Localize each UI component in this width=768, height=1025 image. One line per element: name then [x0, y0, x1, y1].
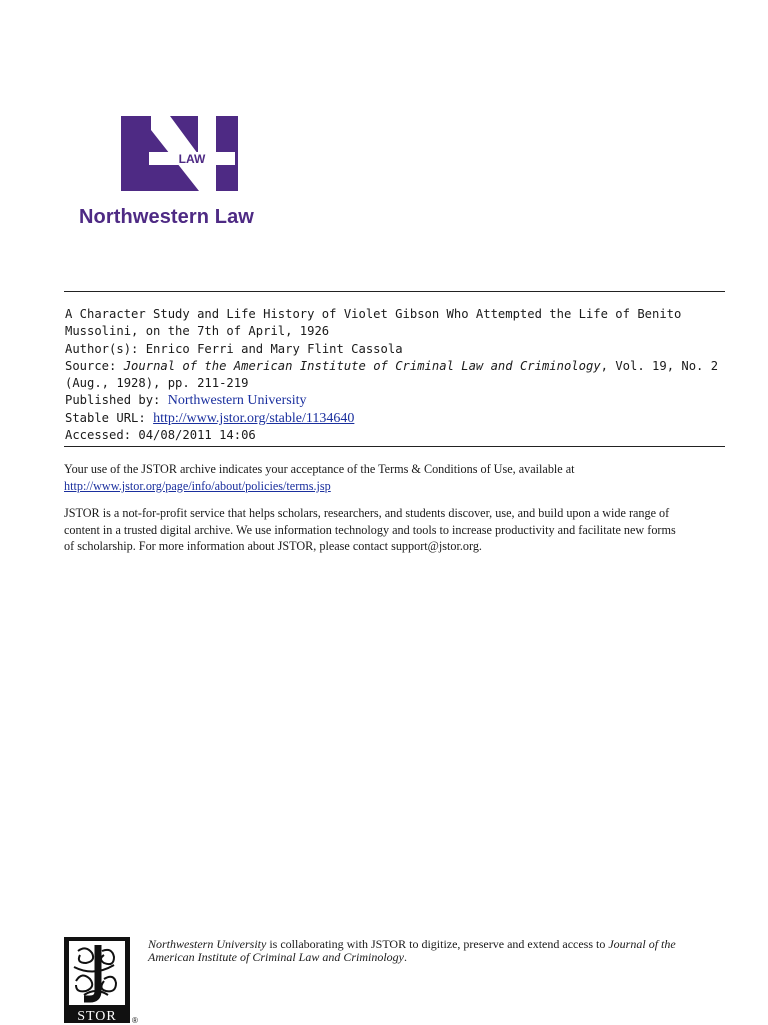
authors-value: Enrico Ferri and Mary Flint Cassola: [145, 341, 403, 356]
about-line3: of scholarship. For more information about JSTOR, please contact support@jstor.org.: [64, 539, 482, 554]
about-line1: JSTOR is a not-for-profit service that helps scholars, researchers, and students discover, use, and build upon a wide range of: [64, 506, 670, 521]
published-label: Published by:: [65, 393, 161, 408]
source-issue-pages: (Aug., 1928), pp. 211-219: [65, 376, 249, 391]
jstor-logo-text: STOR: [77, 1009, 117, 1024]
collaboration-statement: [148, 938, 738, 963]
collab-end: .: [404, 949, 408, 964]
jstor-logo: [64, 937, 144, 1025]
jstor-notice: [64, 461, 728, 566]
publisher-link[interactable]: Northwestern University: [167, 393, 307, 409]
source-journal: Journal of the American Institute of Criminal Law and Criminology: [123, 358, 601, 373]
about-line2: content in a trusted digital archive. We use information technology and tools to increase productivity and facilitate new forms: [64, 522, 676, 537]
stable-url-link[interactable]: http://www.jstor.org/stable/1134640: [153, 410, 355, 426]
authors-line: [65, 341, 730, 358]
collab-text: is collaborating with JSTOR to digitize, preserve and extend access to: [266, 937, 609, 951]
terms-paragraph: [64, 461, 728, 494]
registered-mark: ®: [132, 1016, 138, 1025]
article-title-line1: A Character Study and Life History of Violet Gibson Who Attempted the Life of Benito: [65, 307, 682, 321]
about-jstor-paragraph: [64, 505, 728, 555]
authors-label: Author(s):: [65, 341, 139, 356]
terms-link[interactable]: http://www.jstor.org/page/info/about/policies/terms.jsp: [64, 478, 331, 493]
northwestern-law-logo-mark: [121, 116, 238, 191]
terms-text: Your use of the JSTOR archive indicates your acceptance of the Terms & Conditions of Use, available at: [64, 462, 575, 476]
citation-block: [65, 306, 730, 444]
bottom-divider: [64, 446, 725, 447]
stable-url-line: [65, 410, 730, 427]
logo-law-text: LAW: [178, 152, 206, 166]
collab-journal-part2: American Institute of Criminal Law and Criminology: [148, 949, 405, 964]
stable-url-label: Stable URL:: [65, 410, 146, 425]
logo-wordmark: Northwestern Law: [79, 206, 254, 228]
accessed-line: Accessed: 04/08/2011 14:06: [65, 428, 256, 443]
collab-org: Northwestern University: [148, 937, 267, 951]
source-volume: , Vol. 19, No. 2: [600, 358, 719, 373]
publisher-line: [65, 392, 730, 409]
collab-journal-part1: Journal of the: [608, 937, 676, 951]
source-line: [65, 358, 730, 375]
source-label: Source:: [65, 358, 117, 373]
top-divider: [64, 291, 725, 292]
article-title-line2: Mussolini, on the 7th of April, 1926: [65, 324, 330, 339]
